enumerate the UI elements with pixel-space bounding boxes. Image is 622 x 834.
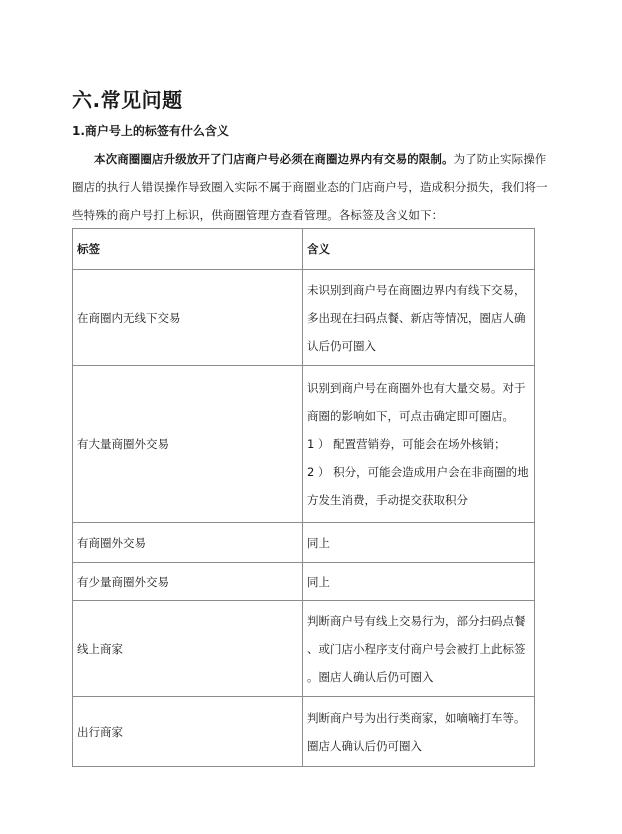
row-tag: 有少量商圈外交易 xyxy=(73,563,303,601)
intro-line-2: 圈店的执行人错误操作导致圈入实际不属于商圈业态的门店商户号，造成积分损失，我们将一 xyxy=(72,180,548,194)
row-tag: 线上商家 xyxy=(73,601,303,697)
table-row xyxy=(73,601,535,697)
meaning-line: 判断商户号为出行类商家，如嘀嘀打车等。 xyxy=(307,710,526,725)
intro-paragraph xyxy=(72,145,557,229)
intro-line-1 xyxy=(72,145,557,173)
table-row xyxy=(73,563,535,601)
table-header-row xyxy=(73,229,535,270)
intro-line-1-rest: 为了防止实际操作 xyxy=(453,152,547,166)
row-meaning xyxy=(303,523,535,563)
header-meaning: 含义 xyxy=(303,229,535,270)
meaning-line: 识别到商户号在商圈外也有大量交易。对于 xyxy=(307,381,526,395)
row-meaning xyxy=(303,601,535,697)
row-tag: 有商圈外交易 xyxy=(73,523,303,563)
tag-table xyxy=(72,228,535,767)
meaning-line: 方发生消费，手动提交获取积分 xyxy=(307,493,468,507)
row-tag: 在商圈内无线下交易 xyxy=(73,270,303,366)
row-tag: 出行商家 xyxy=(73,697,303,767)
meaning-line: 圈店人确认后仍可圈入 xyxy=(307,738,422,753)
row-meaning xyxy=(303,270,535,366)
meaning-line: 未识别到商户号在商圈边界内有线下交易， xyxy=(307,282,526,297)
section-title: 六.常见问题 xyxy=(72,88,183,112)
table-row xyxy=(73,366,535,523)
row-meaning xyxy=(303,697,535,767)
meaning-line: 认后仍可圈入 xyxy=(307,338,376,353)
subsection-title: 1.商户号上的标签有什么含义 xyxy=(72,124,229,138)
row-meaning xyxy=(303,563,535,601)
meaning-line: 2 ） 积分，可能会造成用户会在非商圈的地 xyxy=(307,465,529,479)
meaning-line: 商圈的影响如下，可点击确定即可圈店。 xyxy=(307,409,514,423)
meaning-line: 、或门店小程序支付商户号会被打上此标签 xyxy=(307,641,526,656)
meaning-line: 。圈店人确认后仍可圈入 xyxy=(307,669,434,684)
meaning-line: 同上 xyxy=(307,535,330,550)
meaning-line: 判断商户号有线上交易行为，部分扫码点餐 xyxy=(307,613,526,628)
table-row xyxy=(73,270,535,366)
meaning-line: 同上 xyxy=(307,574,330,589)
row-meaning xyxy=(303,366,535,523)
meaning-line: 1 ） 配置营销券，可能会在场外核销； xyxy=(307,437,506,451)
table-row xyxy=(73,697,535,767)
row-tag: 有大量商圈外交易 xyxy=(73,366,303,523)
table-row xyxy=(73,523,535,563)
intro-line-3: 些特殊的商户号打上标识，供商圈管理方查看管理。各标签及含义如下： xyxy=(72,208,444,222)
meaning-line: 多出现在扫码点餐、新店等情况，圈店人确 xyxy=(307,310,526,325)
intro-bold-text: 本次商圈圈店升级放开了门店商户号必须在商圈边界内有交易的限制。 xyxy=(94,152,454,166)
header-tag: 标签 xyxy=(73,229,303,270)
